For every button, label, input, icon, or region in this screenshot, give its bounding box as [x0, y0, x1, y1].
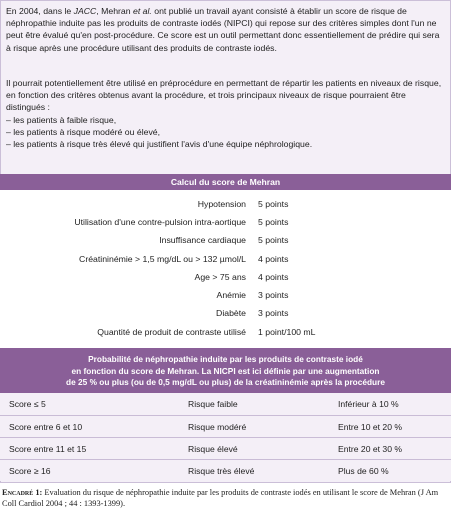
caption-label: Encadré 1: — [2, 488, 43, 497]
header-line: Probabilité de néphropathie induite par les produits de contraste iodé — [88, 354, 363, 364]
caption-text: Evaluation du risque de néphropathie induite par les produits de contraste iodés en utilisant le score de Mehran (J Am Coll Cardiol 2004 ; 44 : 1393-1399). — [2, 488, 439, 508]
intro-text-span: En 2004, dans le — [6, 6, 74, 16]
criterion-cell: Anémie — [216, 290, 246, 300]
journal-name: JACC — [73, 6, 97, 16]
criterion-cell: Diabète — [216, 308, 246, 318]
risk-level-cell: Risque modéré — [188, 422, 247, 432]
list-item: – les patients à risque modéré ou élevé, — [6, 126, 161, 137]
table-row — [0, 415, 451, 437]
intro-text-span: , Mehran — [96, 6, 134, 16]
table-row — [0, 437, 451, 459]
score-table-header: Calcul du score de Mehran — [0, 174, 451, 190]
probability-cell: Entre 20 et 30 % — [338, 444, 403, 454]
table-row — [0, 251, 451, 267]
risk-table-header — [0, 348, 451, 393]
table-row — [0, 269, 451, 285]
intro-text-span: ont publié un travail ayant consisté à établir un score de risque de néphropathie induite pas les produits de contraste iodés (NIPCI) qui repose sur des critères simples dont l'un ne peut être évalué qu'en post-procédure. Ce score est un outil permettant donc essentiellement de prédire qui sera à risque après une procédure utilisant des produits de contraste iodés. — [6, 6, 440, 53]
score-table — [0, 190, 451, 348]
risk-level-cell: Risque faible — [188, 399, 238, 409]
figure-caption — [2, 487, 448, 509]
table-row — [0, 196, 451, 212]
points-cell: 5 points — [258, 217, 289, 227]
points-cell: 3 points — [258, 290, 289, 300]
criterion-cell: Hypotension — [197, 199, 246, 209]
table-row — [0, 305, 451, 321]
intro-text — [6, 5, 446, 150]
risk-level-list — [6, 114, 446, 151]
intro-paragraph-2: Il pourrait potentiellement être utilisé en préprocédure en permettant de répartir les patients en niveaux de risque, en fonction des critères obtenus avant la procédure, et trois principaux niveaux de risque pourraient être distingués : — [6, 78, 442, 113]
table-row — [0, 214, 451, 230]
score-range-cell: Score ≥ 16 — [9, 466, 51, 476]
table-row — [0, 393, 451, 415]
probability-cell: Plus de 60 % — [338, 466, 389, 476]
score-range-cell: Score entre 6 et 10 — [9, 422, 83, 432]
score-range-cell: Score ≤ 5 — [9, 399, 46, 409]
intro-paragraph-1 — [6, 5, 446, 77]
header-line: en fonction du score de Mehran. La NICPI est ici définie par une augmentation — [71, 365, 380, 376]
risk-table — [0, 393, 451, 481]
points-cell: 4 points — [258, 272, 289, 282]
list-item: – les patients à risque très élevé qui justifient l'avis d'une équipe néphrologique. — [6, 139, 313, 150]
points-cell: 5 points — [258, 199, 289, 209]
criterion-cell: Age > 75 ans — [194, 272, 246, 282]
table-row — [0, 459, 451, 481]
table-row — [0, 324, 451, 340]
points-cell: 1 point/100 mL — [258, 327, 316, 337]
probability-cell: Entre 10 et 20 % — [338, 422, 403, 432]
table-row — [0, 232, 451, 248]
criterion-cell: Utilisation d'une contre-pulsion intra-aortique — [74, 217, 246, 227]
et-al: et al. — [133, 6, 152, 16]
criterion-cell: Créatininémie > 1,5 mg/dL ou > 132 µmol/L — [79, 254, 246, 264]
probability-cell: Inférieur à 10 % — [338, 399, 399, 409]
criterion-cell: Quantité de produit de contraste utilisé — [97, 327, 246, 337]
points-cell: 3 points — [258, 308, 289, 318]
risk-level-cell: Risque élevé — [188, 444, 238, 454]
header-line: de 25 % ou plus (ou de 0,5 mg/dL ou plus) de la créatininémie après la procédure — [66, 377, 385, 387]
score-range-cell: Score entre 11 et 15 — [9, 444, 87, 454]
risk-level-cell: Risque très élevé — [188, 466, 255, 476]
points-cell: 5 points — [258, 235, 289, 245]
list-item: – les patients à faible risque, — [6, 114, 117, 125]
criterion-cell: Insuffisance cardiaque — [159, 235, 246, 245]
points-cell: 4 points — [258, 254, 289, 264]
table-row — [0, 287, 451, 303]
